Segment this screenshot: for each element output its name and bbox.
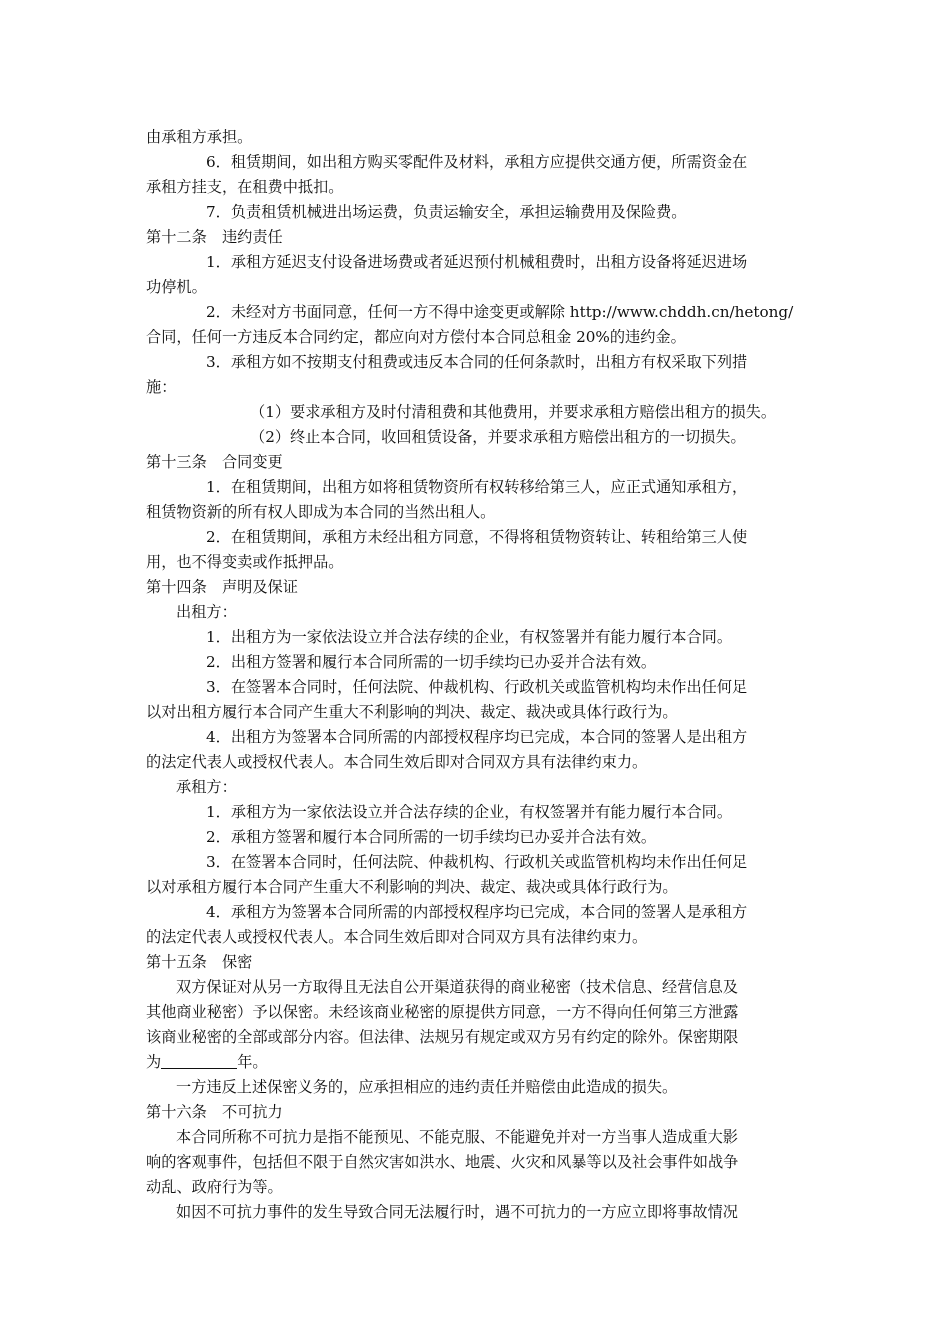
text-line: 合同，任何一方违反本合同约定，都应向对方偿付本合同总租金 20%的违约金。 xyxy=(146,328,686,346)
section-heading: 第十五条 保密 xyxy=(146,953,253,971)
text-line: 3．在签署本合同时，任何法院、仲裁机构、行政机关或监管机构均未作出任何足 xyxy=(206,853,748,871)
text-line: 租赁物资新的所有权人即成为本合同的当然出租人。 xyxy=(146,503,496,521)
text-line: 一方违反上述保密义务的，应承担相应的违约责任并赔偿由此造成的损失。 xyxy=(176,1078,678,1096)
party-label: 承租方： xyxy=(176,778,237,796)
text-line: 施： xyxy=(146,378,177,396)
term-blank xyxy=(161,1054,237,1069)
text-line: （2）终止本合同，收回租赁设备，并要求承租方赔偿出租方的一切损失。 xyxy=(250,428,746,446)
text-line: 由承租方承担。 xyxy=(146,128,253,146)
text-line: 2．未经对方书面同意，任何一方不得中途变更或解除 http://www.chddh.cn/hetong/ xyxy=(206,303,794,321)
text-line: （1）要求承租方及时付清租费和其他费用，并要求承租方赔偿出租方的损失。 xyxy=(250,403,777,421)
text-line: 以对承租方履行本合同产生重大不利影响的判决、裁定、裁决或具体行政行为。 xyxy=(146,878,678,896)
text-line: 3．在签署本合同时，任何法院、仲裁机构、行政机关或监管机构均未作出任何足 xyxy=(206,678,748,696)
section-heading: 第十三条 合同变更 xyxy=(146,453,283,471)
text-line: 如因不可抗力事件的发生导致合同无法履行时，遇不可抗力的一方应立即将事故情况 xyxy=(176,1203,738,1221)
party-label: 出租方： xyxy=(176,603,237,621)
text-line: 用，也不得变卖或作抵押品。 xyxy=(146,553,344,571)
term-prefix: 为 xyxy=(146,1053,162,1071)
text-line: 4．承租方为签署本合同所需的内部授权程序均已完成，本合同的签署人是承租方 xyxy=(206,903,748,921)
text-line: 6．租赁期间，如出租方购买零配件及材料，承租方应提供交通方便，所需资金在 xyxy=(206,153,748,171)
text-line: 的法定代表人或授权代表人。本合同生效后即对合同双方具有法律约束力。 xyxy=(146,928,648,946)
text-line: 1．承租方延迟支付设备进场费或者延迟预付机械租费时，出租方设备将延迟进场 xyxy=(206,253,748,271)
text-line: 以对出租方履行本合同产生重大不利影响的判决、裁定、裁决或具体行政行为。 xyxy=(146,703,678,721)
text-line: 该商业秘密的全部或部分内容。但法律、法规另有规定或双方另有约定的除外。保密期限 xyxy=(146,1028,739,1046)
text-line: 响的客观事件，包括但不限于自然灾害如洪水、地震、火灾和风暴等以及社会事件如战争 xyxy=(146,1153,739,1171)
section-heading: 第十四条 声明及保证 xyxy=(146,578,298,596)
section-heading: 第十二条 违约责任 xyxy=(146,228,283,246)
text-line: 4．出租方为签署本合同所需的内部授权程序均已完成，本合同的签署人是出租方 xyxy=(206,728,748,746)
text-line: 2．出租方签署和履行本合同所需的一切手续均已办妥并合法有效。 xyxy=(206,653,657,671)
text-line: 其他商业秘密）予以保密。未经该商业秘密的原提供方同意，一方不得向任何第三方泄露 xyxy=(146,1003,739,1021)
text-line: 的法定代表人或授权代表人。本合同生效后即对合同双方具有法律约束力。 xyxy=(146,753,648,771)
text-line: 承租方挂支，在租费中抵扣。 xyxy=(146,178,344,196)
text-line: 动乱、政府行为等。 xyxy=(146,1178,283,1196)
section-heading: 第十六条 不可抗力 xyxy=(146,1103,283,1121)
confidentiality-term-line xyxy=(146,1052,268,1072)
text-line: 双方保证对从另一方取得且无法自公开渠道获得的商业秘密（技术信息、经营信息及 xyxy=(176,978,738,996)
text-line: 3．承租方如不按期支付租费或违反本合同的任何条款时，出租方有权采取下列措 xyxy=(206,353,748,371)
text-line: 2．承租方签署和履行本合同所需的一切手续均已办妥并合法有效。 xyxy=(206,828,657,846)
text-line: 1．在租赁期间，出租方如将租赁物资所有权转移给第三人，应正式通知承租方， xyxy=(206,478,748,496)
text-line: 本合同所称不可抗力是指不能预见、不能克服、不能避免并对一方当事人造成重大影 xyxy=(176,1128,738,1146)
text-line: 1．出租方为一家依法设立并合法存续的企业，有权签署并有能力履行本合同。 xyxy=(206,628,733,646)
text-line: 2．在租赁期间，承租方未经出租方同意，不得将租赁物资转让、转租给第三人使 xyxy=(206,528,748,546)
term-suffix: 年。 xyxy=(237,1053,268,1071)
text-line: 7．负责租赁机械进出场运费，负责运输安全，承担运输费用及保险费。 xyxy=(206,203,687,221)
text-line: 功停机。 xyxy=(146,278,207,296)
text-line: 1．承租方为一家依法设立并合法存续的企业，有权签署并有能力履行本合同。 xyxy=(206,803,733,821)
